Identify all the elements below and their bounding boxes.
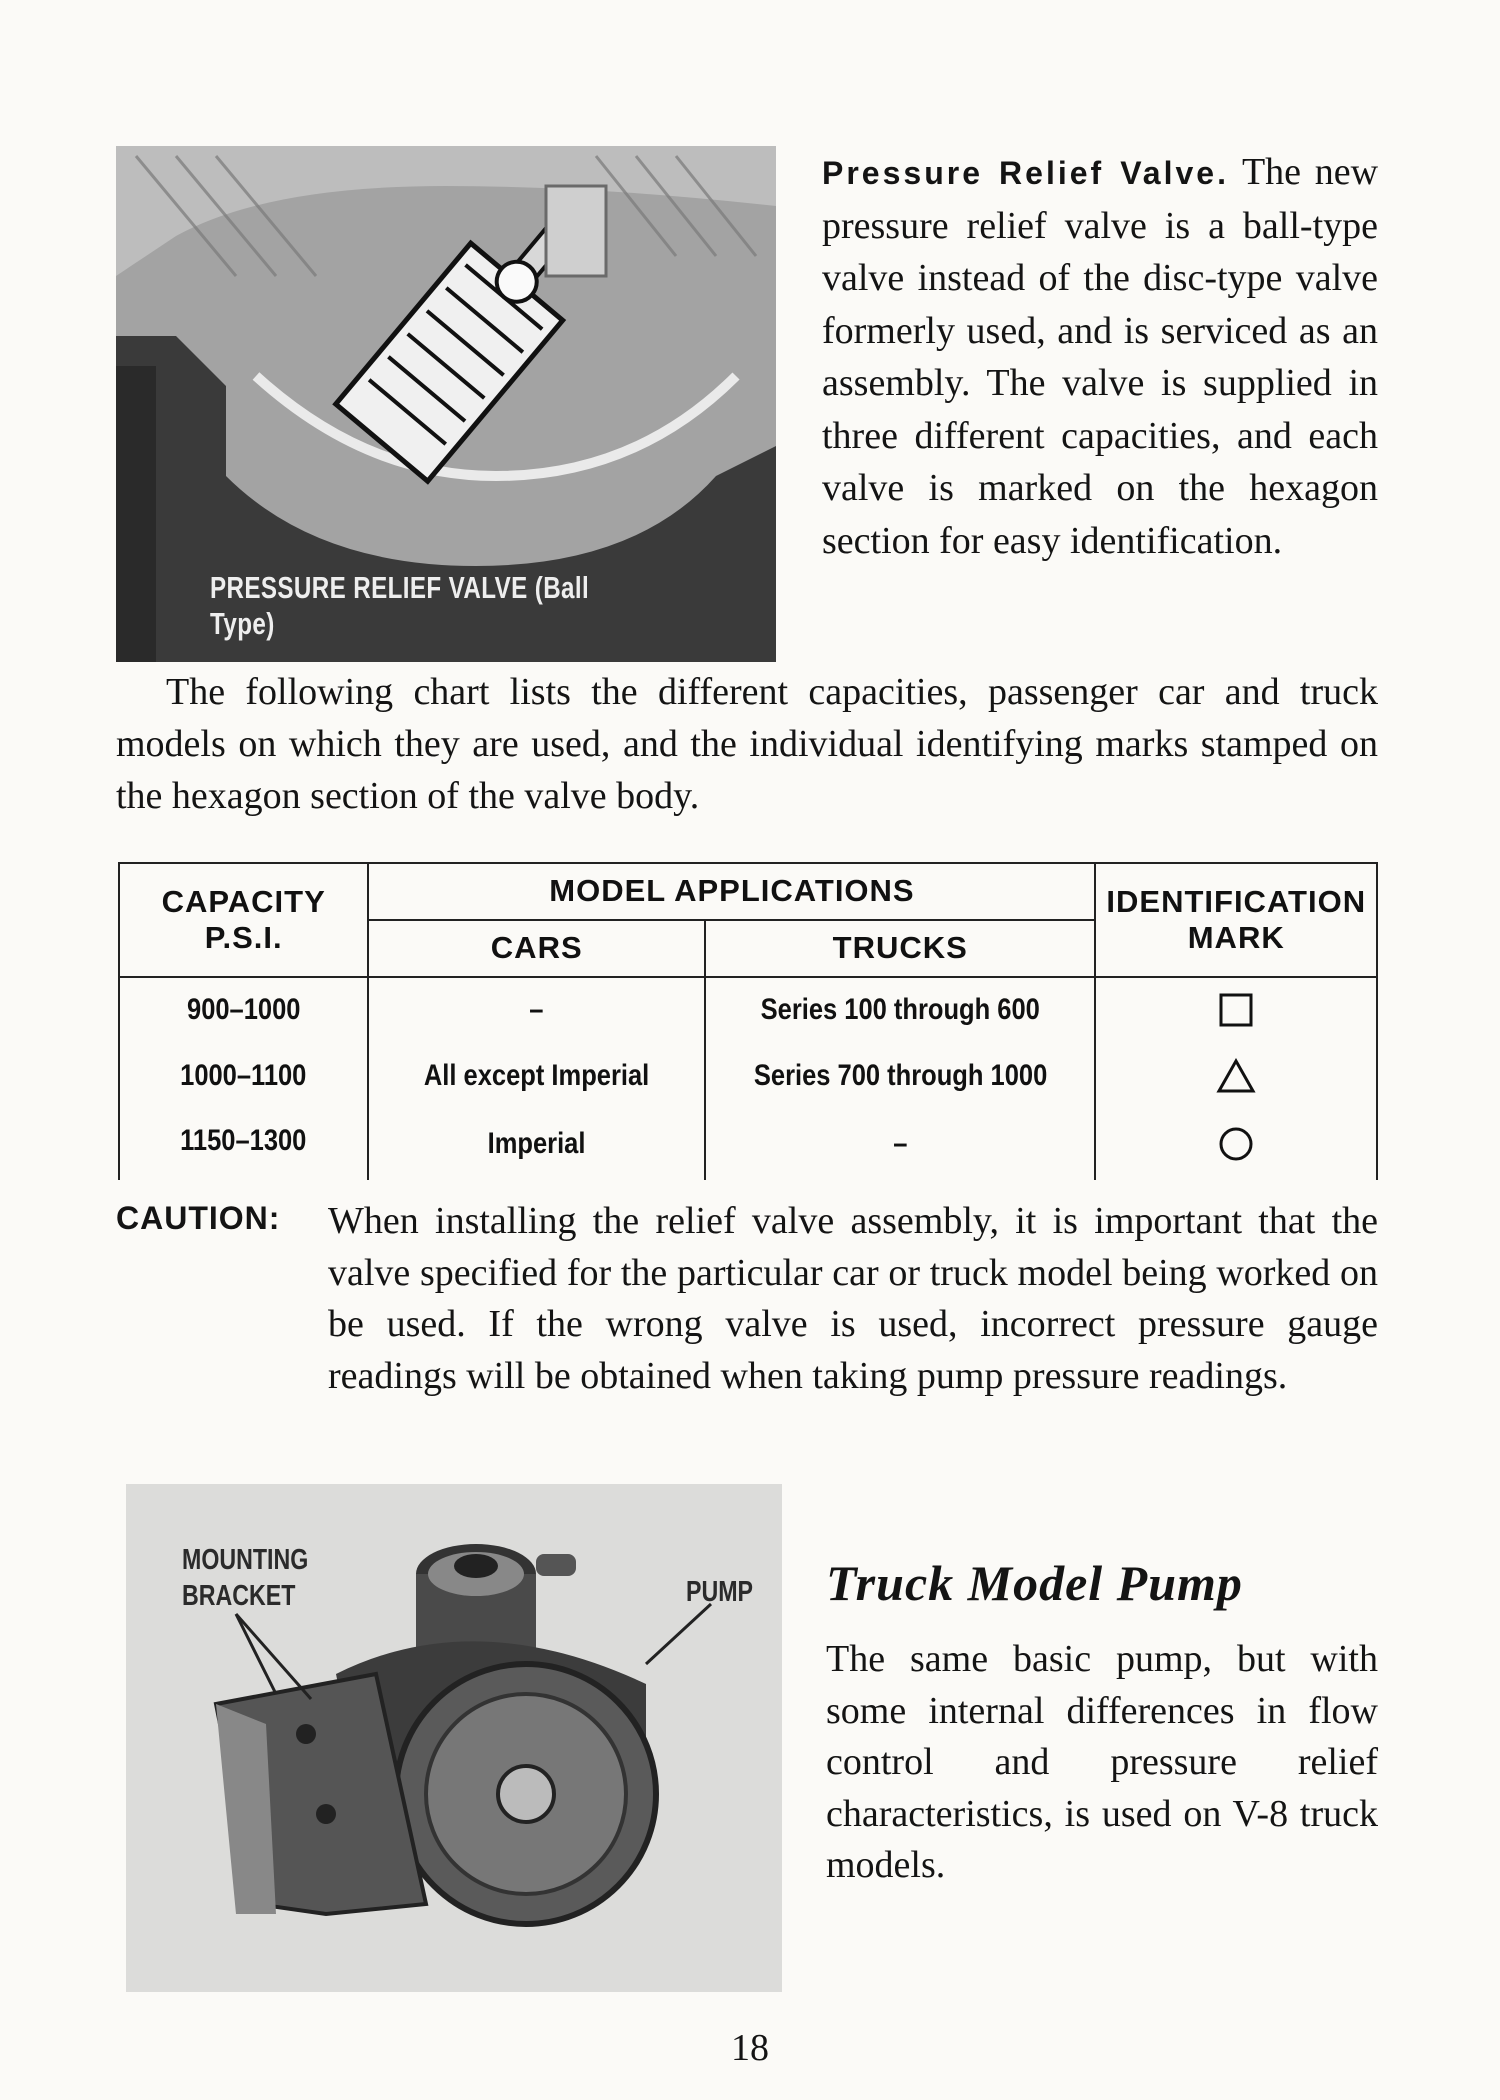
cell-capacity: 1000–1100	[119, 1043, 368, 1108]
cell-cars: –	[368, 977, 705, 1043]
cell-cars: Imperial	[368, 1108, 705, 1180]
relief-valve-photo	[116, 146, 776, 662]
cell-trucks: –	[705, 1108, 1095, 1180]
truck-model-pump-heading: Truck Model Pump	[826, 1555, 1243, 1611]
cell-capacity: 1150–1300	[119, 1108, 368, 1180]
circle-mark-icon	[1218, 1126, 1254, 1162]
relief-valve-capacity-table	[118, 862, 1378, 1180]
table-header-row	[119, 863, 1377, 920]
cell-trucks: Series 100 through 600	[705, 977, 1095, 1043]
relief-valve-paragraph	[822, 146, 1378, 567]
header-cars: CARS	[368, 920, 705, 977]
square-mark-icon	[1218, 992, 1254, 1028]
cell-mark	[1095, 1108, 1377, 1180]
chart-intro-paragraph: The following chart lists the different capacities, passenger car and truck models on which they are used, and the individual identifying marks stamped on the hexagon section of the valve body.	[116, 671, 1378, 817]
relief-valve-photo-caption: PRESSURE RELIEF VALVE (Ball Type)	[210, 570, 590, 641]
cell-mark	[1095, 977, 1377, 1043]
table-row	[119, 977, 1377, 1043]
cell-mark	[1095, 1043, 1377, 1108]
table-row	[119, 1043, 1377, 1108]
header-capacity: CAPACITY P.S.I.	[119, 863, 368, 977]
relief-valve-body: The new pressure relief valve is a ball-type valve instead of the disc-type valve formerly used, and is serviced as an assembly. The valve is supplied in three different capacities, and each valve is marked on the hexagon section for easy identification.	[822, 151, 1379, 562]
truck-pump-photo	[126, 1484, 782, 1992]
cell-trucks: Series 700 through 1000	[705, 1043, 1095, 1108]
mounting-bracket-label: MOUNTING BRACKET	[182, 1544, 309, 1612]
caution-label: CAUTION:	[116, 1200, 281, 1236]
relief-valve-lead: Pressure Relief Valve.	[822, 155, 1229, 191]
table-row	[119, 1108, 1377, 1180]
page-number: 18	[731, 2027, 769, 2069]
cell-capacity: 900–1000	[119, 977, 368, 1043]
truck-model-pump-paragraph: The same basic pump, but with some internal differences in flow control and pressure relief characteristics, is used on V-8 truck models.	[826, 1638, 1378, 1886]
header-model-applications: MODEL APPLICATIONS	[368, 863, 1095, 920]
caution-text: When installing the relief valve assembly, it is important that the valve specified for the particular car or truck model being worked on be used. If the wrong valve is used, incorrect pressure gauge readings will be obtained when taking pump pressure readings.	[328, 1200, 1378, 1397]
cell-cars: All except Imperial	[368, 1043, 705, 1108]
header-identification-mark: IDENTIFICATION MARK	[1095, 863, 1377, 977]
triangle-mark-icon	[1216, 1058, 1256, 1094]
pump-label: PUMP	[686, 1576, 754, 1608]
header-trucks: TRUCKS	[705, 920, 1095, 977]
